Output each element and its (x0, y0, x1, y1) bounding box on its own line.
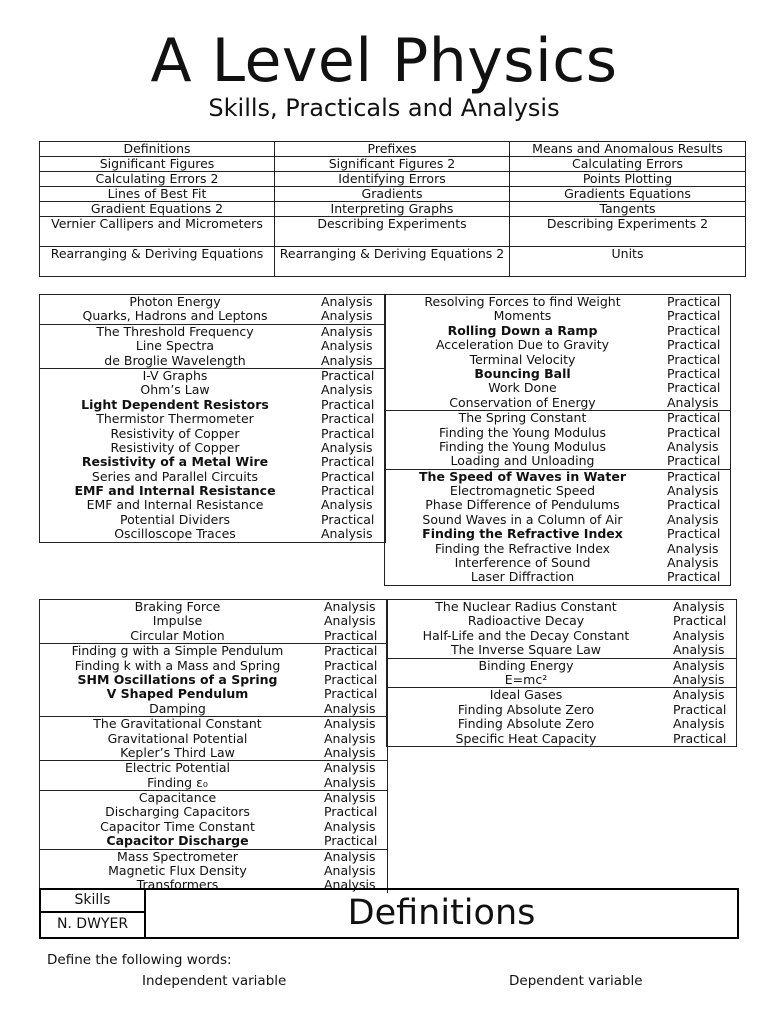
index-cell: Gradients (275, 187, 510, 202)
topic-type: Practical (324, 833, 378, 849)
topic-list-block-4 (386, 599, 737, 747)
topic-name: Ideal Gases (489, 688, 563, 703)
topic-name: Potential Dividers (120, 512, 230, 527)
topic-row (387, 659, 736, 673)
topic-type: Analysis (324, 700, 376, 716)
topic-group (385, 470, 730, 585)
topic-name: Quarks, Hadrons and Leptons (82, 309, 268, 324)
topic-row (387, 732, 736, 746)
topic-name: Resolving Forces to find Weight (424, 295, 621, 309)
topic-name: Specific Heat Capacity (455, 731, 597, 746)
topic-row (387, 673, 736, 687)
topic-group (385, 411, 730, 470)
topic-name: Work Done (488, 381, 557, 396)
topic-name: Oscilloscope Traces (114, 527, 236, 542)
topic-type: Analysis (321, 352, 373, 368)
skills-label: Skills (41, 890, 146, 913)
topic-name: Terminal Velocity (469, 352, 576, 367)
topic-group (385, 295, 730, 411)
topic-type: Practical (667, 497, 721, 513)
topic-row (40, 470, 385, 484)
topic-type: Practical (324, 804, 378, 820)
topic-row (385, 470, 730, 484)
topic-row (40, 295, 385, 309)
topic-type: Practical (667, 569, 721, 585)
topic-type: Analysis (673, 716, 725, 732)
topic-name: Photon Energy (129, 295, 221, 309)
index-row (40, 247, 746, 277)
topic-name: The Spring Constant (458, 411, 587, 426)
topic-row (40, 687, 387, 701)
topic-name: Resistivity of a Metal Wire (81, 455, 269, 470)
topic-type: Analysis (324, 863, 376, 879)
topic-name: The Nuclear Radius Constant (435, 600, 617, 614)
topic-row (40, 629, 387, 643)
topic-group (387, 659, 736, 689)
topic-row (40, 484, 385, 498)
topic-row (385, 570, 730, 584)
topic-row (40, 850, 387, 864)
topic-name: Electromagnetic Speed (449, 484, 596, 499)
topic-row (387, 629, 736, 643)
topic-row (387, 643, 736, 657)
topic-index-table (39, 141, 746, 277)
index-row (40, 142, 746, 157)
topic-type: Practical (324, 686, 378, 702)
topic-row (40, 600, 387, 614)
index-cell: Describing Experiments (275, 217, 510, 247)
index-row (40, 172, 746, 187)
index-cell: Lines of Best Fit (40, 187, 275, 202)
topic-row (40, 412, 385, 426)
topic-row (40, 644, 387, 658)
topic-name: Bouncing Ball (474, 366, 571, 381)
topic-group (40, 600, 387, 644)
topic-type: Analysis (324, 790, 376, 806)
definition-prompt: Define the following words: (47, 952, 232, 968)
topic-type: Practical (667, 526, 721, 542)
topic-type: Practical (324, 657, 378, 673)
topic-row (385, 381, 730, 395)
topic-type: Practical (321, 396, 375, 412)
topic-name: Finding the Young Modulus (439, 439, 606, 454)
topic-type: Practical (667, 424, 721, 440)
topic-type: Analysis (667, 555, 719, 571)
index-row (40, 217, 746, 247)
topic-row (385, 396, 730, 410)
topic-type: Practical (324, 671, 378, 687)
topic-group (387, 600, 736, 659)
topic-name: Finding ε₀ (147, 775, 208, 790)
index-row (40, 187, 746, 202)
topic-row (40, 659, 387, 673)
topic-row (40, 309, 385, 323)
topic-row (40, 864, 387, 878)
topic-name: Finding the Young Modulus (439, 425, 606, 440)
topic-row (385, 484, 730, 498)
topic-name: Capacitor Time Constant (100, 819, 255, 834)
topic-name: Finding Absolute Zero (457, 702, 595, 717)
index-cell: Describing Experiments 2 (510, 217, 746, 247)
topic-row (40, 455, 385, 469)
topic-name: EMF and Internal Resistance (74, 484, 276, 499)
topic-type: Analysis (324, 730, 376, 746)
topic-row (387, 717, 736, 731)
topic-row (385, 440, 730, 454)
topic-list-block-2 (384, 294, 731, 586)
topic-row (40, 805, 387, 819)
topic-name: Transformers (136, 878, 219, 893)
index-cell: Calculating Errors 2 (40, 172, 275, 187)
topic-type: Analysis (324, 613, 376, 629)
topic-type: Analysis (324, 848, 376, 864)
topic-name: Circular Motion (130, 628, 225, 643)
topic-row (385, 556, 730, 570)
topic-row (40, 732, 387, 746)
index-cell: Definitions (40, 142, 275, 157)
topic-type: Analysis (673, 642, 725, 658)
topic-name: Finding g with a Simple Pendulum (71, 644, 284, 659)
topic-name: Half-Life and the Decay Constant (422, 628, 630, 643)
topic-type: Analysis (667, 540, 719, 556)
index-cell: Identifying Errors (275, 172, 510, 187)
index-cell: Gradients Equations (510, 187, 746, 202)
topic-row (40, 441, 385, 455)
topic-row (385, 295, 730, 309)
topic-type: Practical (667, 380, 721, 396)
topic-row (40, 513, 385, 527)
topic-group (40, 644, 387, 717)
topic-type: Analysis (321, 382, 373, 398)
topic-type: Practical (321, 411, 375, 427)
index-cell: Rearranging & Deriving Equations (40, 247, 275, 277)
index-cell: Points Plotting (510, 172, 746, 187)
topic-group (40, 369, 385, 542)
topic-name: Mass Spectrometer (117, 849, 238, 864)
topic-type: Practical (667, 294, 721, 309)
topic-name: Kepler’s Third Law (120, 745, 235, 760)
topic-type: Practical (667, 322, 721, 338)
topic-type: Analysis (324, 877, 376, 893)
topic-type: Practical (673, 613, 727, 629)
topic-name: Conservation of Energy (449, 395, 596, 410)
topic-name: Finding the Refractive Index (422, 527, 623, 542)
topic-name: EMF and Internal Resistance (86, 498, 264, 513)
topic-row (40, 339, 385, 353)
topic-name: The Inverse Square Law (450, 643, 602, 658)
topic-name: Impulse (152, 614, 203, 629)
topic-name: Gravitational Potential (107, 731, 248, 746)
index-cell: Tangents (510, 202, 746, 217)
topic-row (385, 513, 730, 527)
topic-type: Practical (667, 410, 721, 426)
index-cell: Rearranging & Deriving Equations 2 (275, 247, 510, 277)
index-cell: Prefixes (275, 142, 510, 157)
topic-type: Analysis (321, 497, 373, 513)
topic-name: Binding Energy (478, 658, 574, 673)
topic-row (387, 703, 736, 717)
topic-name: Ohm’s Law (140, 383, 210, 398)
topic-row (40, 383, 385, 397)
topic-row (385, 338, 730, 352)
index-cell: Significant Figures (40, 157, 275, 172)
topic-list-block-1 (39, 294, 386, 543)
index-cell: Gradient Equations 2 (40, 202, 275, 217)
topic-group (40, 717, 387, 761)
topic-type: Practical (324, 643, 378, 659)
topic-type: Analysis (324, 774, 376, 790)
topic-type: Analysis (673, 599, 725, 614)
topic-type: Practical (673, 701, 727, 717)
topic-name: Rolling Down a Ramp (447, 323, 598, 338)
index-row (40, 157, 746, 172)
index-cell: Significant Figures 2 (275, 157, 510, 172)
topic-list-block-3 (39, 599, 388, 893)
topic-group (40, 850, 387, 893)
topic-row (40, 614, 387, 628)
topic-type: Practical (667, 308, 721, 324)
topic-type: Analysis (324, 744, 376, 760)
topic-row (40, 369, 385, 383)
topic-name: de Broglie Wavelength (104, 353, 246, 368)
topic-name: Radioactive Decay (467, 614, 585, 629)
topic-name: Resistivity of Copper (110, 426, 240, 441)
topic-type: Practical (321, 425, 375, 441)
topic-type: Analysis (324, 818, 376, 834)
topic-name: Finding k with a Mass and Spring (74, 658, 281, 673)
topic-name: Capacitor Discharge (106, 834, 249, 849)
topic-group (40, 295, 385, 325)
topic-type: Analysis (673, 657, 725, 673)
topic-row (40, 498, 385, 512)
topic-row (385, 527, 730, 541)
topic-row (387, 614, 736, 628)
topic-type: Practical (667, 468, 721, 484)
topic-name: Braking Force (134, 600, 221, 614)
topic-row (40, 820, 387, 834)
index-cell: Interpreting Graphs (275, 202, 510, 217)
topic-row (40, 325, 385, 339)
topic-name: Capacitance (138, 791, 217, 806)
topic-name: Phase Difference of Pendulums (425, 498, 620, 513)
topic-type: Analysis (673, 627, 725, 643)
topic-type: Practical (667, 337, 721, 353)
topic-type: Analysis (673, 671, 725, 687)
topic-name: SHM Oscillations of a Spring (77, 672, 278, 687)
topic-type: Practical (324, 627, 378, 643)
topic-row (40, 834, 387, 848)
topic-row (385, 309, 730, 323)
topic-type: Practical (321, 483, 375, 499)
topic-name: Laser Diffraction (470, 570, 575, 585)
topic-group (40, 761, 387, 791)
topic-type: Analysis (321, 323, 373, 339)
author-label: N. DWYER (41, 913, 146, 937)
topic-row (387, 600, 736, 614)
topic-name: Resistivity of Copper (110, 440, 240, 455)
topic-row (385, 542, 730, 556)
topic-type: Analysis (321, 338, 373, 354)
page-title: A Level Physics (150, 26, 618, 96)
topic-type: Practical (321, 468, 375, 484)
topic-name: Damping (149, 701, 206, 716)
topic-row (40, 791, 387, 805)
topic-row (40, 673, 387, 687)
index-cell: Vernier Callipers and Micrometers (40, 217, 275, 247)
topic-name: Series and Parallel Circuits (91, 469, 259, 484)
topic-name: Thermistor Thermometer (96, 412, 254, 427)
topic-name: The Threshold Frequency (96, 324, 254, 339)
topic-type: Analysis (321, 439, 373, 455)
topic-name: Moments (493, 309, 552, 324)
topic-group (40, 791, 387, 850)
topic-type: Analysis (667, 483, 719, 499)
word-independent-variable: Independent variable (142, 973, 287, 989)
topic-row (385, 367, 730, 381)
topic-name: Light Dependent Resistors (81, 397, 269, 412)
topic-type: Practical (673, 730, 727, 746)
topic-group (40, 325, 385, 369)
topic-row (40, 354, 385, 368)
page-subtitle: Skills, Practicals and Analysis (208, 94, 560, 122)
topic-name: E=mc² (504, 672, 548, 687)
index-cell: Units (510, 247, 746, 277)
topic-row (40, 717, 387, 731)
topic-name: The Speed of Waves in Water (419, 469, 626, 484)
topic-type: Practical (321, 454, 375, 470)
topic-type: Analysis (321, 294, 373, 309)
section-title: Definitions (347, 893, 536, 933)
topic-row (387, 688, 736, 702)
topic-name: Interference of Sound (454, 556, 591, 571)
topic-name: I-V Graphs (142, 368, 208, 383)
topic-type: Practical (321, 367, 375, 383)
topic-row (40, 776, 387, 790)
topic-type: Analysis (667, 511, 719, 527)
word-dependent-variable: Dependent variable (509, 973, 643, 989)
topic-row (385, 426, 730, 440)
topic-row (385, 353, 730, 367)
footer-banner (39, 888, 739, 939)
topic-row (385, 498, 730, 512)
topic-row (385, 454, 730, 468)
topic-row (40, 398, 385, 412)
topic-type: Analysis (321, 526, 373, 542)
topic-type: Analysis (673, 687, 725, 703)
topic-row (40, 702, 387, 716)
topic-type: Analysis (667, 438, 719, 454)
topic-type: Analysis (324, 760, 376, 776)
topic-name: Loading and Unloading (450, 454, 595, 469)
index-cell: Means and Anomalous Results (510, 142, 746, 157)
topic-name: Acceleration Due to Gravity (435, 338, 610, 353)
topic-name: V Shaped Pendulum (106, 687, 249, 702)
topic-name: Electric Potential (124, 761, 231, 776)
topic-row (40, 746, 387, 760)
index-row (40, 202, 746, 217)
topic-row (385, 411, 730, 425)
topic-type: Analysis (324, 716, 376, 732)
topic-group (387, 688, 736, 746)
topic-type: Analysis (667, 394, 719, 410)
topic-type: Practical (667, 453, 721, 469)
topic-type: Practical (321, 511, 375, 527)
topic-row (40, 761, 387, 775)
topic-name: The Gravitational Constant (93, 717, 262, 732)
topic-row (385, 324, 730, 338)
index-cell: Calculating Errors (510, 157, 746, 172)
topic-type: Practical (667, 351, 721, 367)
topic-row (40, 527, 385, 541)
topic-name: Magnetic Flux Density (108, 864, 247, 879)
topic-name: Discharging Capacitors (105, 805, 250, 820)
topic-type: Analysis (321, 308, 373, 324)
topic-row (40, 427, 385, 441)
topic-type: Analysis (324, 599, 376, 614)
topic-name: Finding the Refractive Index (434, 541, 611, 556)
topic-name: Finding Absolute Zero (457, 717, 595, 732)
topic-name: Sound Waves in a Column of Air (422, 512, 623, 527)
topic-type: Practical (667, 365, 721, 381)
topic-name: Line Spectra (135, 339, 215, 354)
